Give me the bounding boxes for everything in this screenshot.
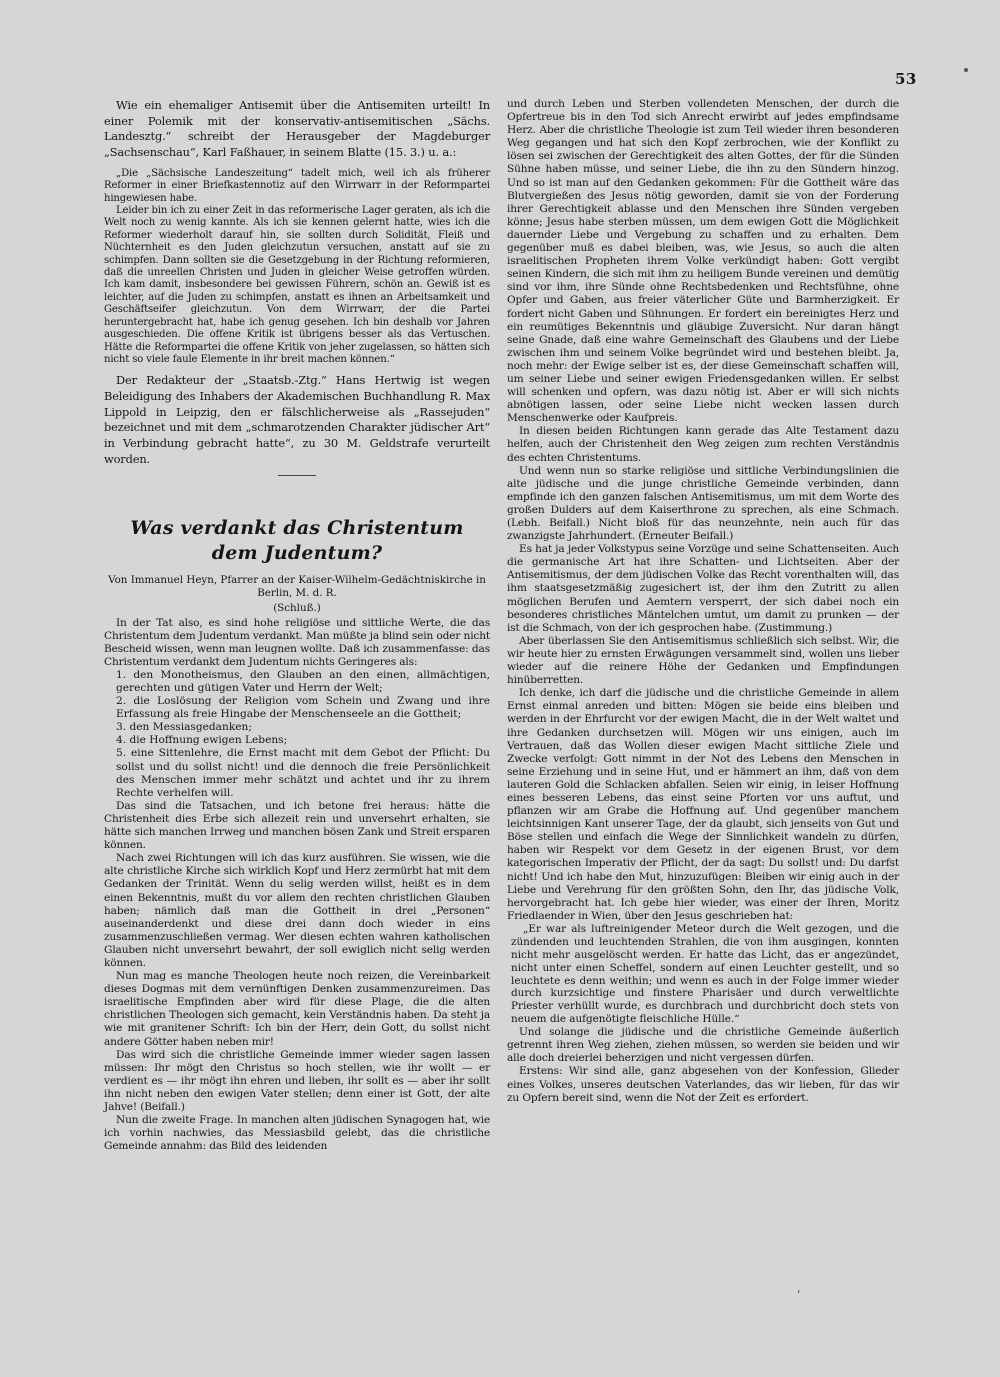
left-column xyxy=(104,98,490,1153)
list-item: 3. den Messiasgedanken; xyxy=(116,721,252,734)
quote-paragraph: Leider bin ich zu einer Zeit in das reformerische Lager geraten, als ich die Welt noch zu wenig kannte. Als ich sie kennen gelernt hatte, wies ich die Reformer wiederholt darauf hin, sie sollten durch Solidität, Fleiß und Nüchternheit es den Juden gleichzutun versuchen, anstatt auf sie zu schimpfen. Dann sollten sie die Gesetzgebung in der Richtung reformieren, daß die unreellen Christen und Juden in gleicher Weise getroffen würden. Ich kam damit, insbesondere bei gewissen Führern, schön an. Gewiß ist es leichter, auf die Juden zu schimpfen, anstatt es ihnen an Arbeitsamkeit und Geschäftseifer gleichzutun. Von dem Wirrwarr, der die Partei heruntergebracht hat, habe ich genug gesehen. Ich bin deshalb vor Jahren ausgeschieden. Die offene Kritik ist übrigens besser als das Vertuschen. Hätte die Reformpartei die offene Kritik von jeher zugelassen, so hätten sich nicht so viele faule Elemente in ihr breit machen können.“ xyxy=(104,205,490,365)
paragraph: In der Tat also, es sind hohe religiöse und sittliche Werte, die das Christentum dem Judentum verdankt. Man müßte ja blind sein oder nicht Bescheid wissen, wenn man leugnen wollte. Daß ich zusammenfasse: das Christentum verdankt dem Judentum nichts Geringeres als: xyxy=(104,616,490,668)
paragraph: Wie ein ehemaliger Antisemit über die Antisemiten urteilt! In einer Polemik mit der konservativ-antisemitischen „Sächs. Landesztg.“ schreibt der Herausgeber der Magdeburger „Sachsenschau“, Karl Faßhauer, in seinem Blatte (15. 3.) u. a.: xyxy=(104,98,490,160)
continuation-note: (Schluß.) xyxy=(273,601,321,614)
block-quote: „Er war als luftreinigender Meteor durch die Welt gezogen, und die zündenden und leuchtenden Strahlen, die von ihm ausgingen, konnten nicht mehr ausgelöscht werden. Er hatte das Licht, das er angezündet, nicht unter einen Scheffel, sondern auf einen Leuchter gestellt, und so leuchtete es denn weithin; und wenn es auch in der Folge immer wieder durch kurzsichtige und finstere Pharisäer und durch verweltlichte Priester verhüllt wurde, es durchbrach und durchbricht doch stets von neuem die aufgenötigte fleischliche Hülle.“ xyxy=(511,922,899,1026)
paragraph: Und solange die jüdische und die christliche Gemeinde äußerlich getrennt ihren Weg ziehen, ziehen müssen, so werden sie beiden und wir alle doch dreierlei beherzigen und nicht vergessen dürfen. xyxy=(507,1026,899,1065)
paragraph: Und wenn nun so starke religiöse und sittliche Verbindungslinien die alte jüdische und die junge christliche Gemeinde verbinden, dann empfinde ich den ganzen falschen Antisemitismus, um mit dem Worte des großen Dulders auf dem Kaiserthrone zu sprechen, als eine Schmach. (Lebh. Beifall.) Nicht bloß für das neunzehnte, nein auch für das zwanzigste Jahrhundert. (Erneuter Beifall.) xyxy=(507,464,899,543)
paragraph: Der Redakteur der „Staatsb.-Ztg.“ Hans Hertwig ist wegen Beleidigung des Inhabers der Akademischen Buchhandlung R. Max Lippold in Leipzig, den er fälschlicherweise als „Rassejuden“ bezeichnet und mit dem „schmarotzenden Charakter jüdischer Art“ in Verbindung gebracht hatte“, zu 30 M. Geldstrafe verurteilt worden. xyxy=(104,373,490,466)
spacer xyxy=(104,161,490,168)
paragraph: Nun mag es manche Theologen heute noch reizen, die Vereinbarkeit dieses Dogmas mit dem vernünftigen Denken zusammenzureimen. Das israelitische Empfinden aber wird für diese Plage, die die alten christlichen Theologen sich gemacht, kein Verständnis haben. Da steht ja wie mit granitener Schrift: Ich bin der Herr, dein Gott, du sollst nicht andere Götter haben neben mir! xyxy=(104,970,490,1048)
article-title: Was verdankt das Christentum dem Judentum? xyxy=(130,516,464,564)
paragraph: Nun die zweite Frage. In manchen alten jüdischen Synagogen hat, wie ich vorhin nachwies, das Messiasbild gelebt, das die christliche Gemeinde annahm: das Bild des leidenden xyxy=(104,1114,490,1153)
print-speck xyxy=(964,68,968,72)
paragraph: Erstens: Wir sind alle, ganz abgesehen von der Konfession, Glieder eines Volkes, unseres deutschen Vaterlandes, das wir lieben, für das wir zu Opfern bereit sind, wenn die Not der Zeit es erfordert. xyxy=(507,1065,899,1104)
spacer xyxy=(104,366,490,373)
paragraph: Das sind die Tatsachen, und ich betone frei heraus: hätte die Christenheit dies Erbe sich allezeit rein und unversehrt erhalten, sie hätte sich manchen Irrweg und manchen bösen Zank und Streit ersparen können. xyxy=(104,799,490,852)
paragraph: Ich denke, ich darf die jüdische und die christliche Gemeinde in allem Ernst einmal anreden und bitten: Mögen sie beide eins bleiben und werden in der Ehrfurcht vor der ewigen Macht, die in der Welt waltet und ihre Gedanken durchsetzen will. Mögen wir uns einigen, auch im Vertrauen, daß das Wollen dieser ewigen Macht sittliche Ziele und Zwecke verfolgt: Gott nimmt in der Not des Lebens den Menschen in seine Erziehung und in seine Hut, und er hämmert an ihm, daß von dem lauteren Gold die Schlacken abfallen. Seien wir einig, in leiser Hoffnung eines besseren Lebens, das einst seine Pforten vor uns auftut, und pflanzen wir am Grabe die Hoffnung auf. Und gegenüber manchem leichtsinnigen Kant unserer Tage, der da glaubt, sich jenseits von Gut und Böse stellen und einfach die Wege der Sinnlichkeit wandeln zu dürfen, haben wir Respekt vor dem Gesetz in der eigenen Brust, vor dem kategorischen Imperativ der Pflicht, der da sagt: Du sollst! und: Du darfst nicht! Und ich habe den Mut, hinzuzufügen: Bleiben wir einig auch in der Liebe und Verehrung für den größten Sohn, den Ihr, das jüdische Volk, hervorgebracht hat. Ich gebe hier wieder, was einer der Ihren, Moritz Friedlaender in Wien, über den Jesus geschrieben hat: xyxy=(507,687,899,922)
article-byline: Von Immanuel Heyn, Pfarrer an der Kaiser-Wilhelm-Gedächtniskirche in Berlin, M. d. R. xyxy=(108,573,486,599)
list-item: 2. die Loslösung der Religion vom Schein und Zwang und ihre Erfassung als freie Hingabe der Menschenseele an die Gottheit; xyxy=(116,695,490,721)
paragraph: Nach zwei Richtungen will ich das kurz ausführen. Sie wissen, wie die alte christliche Kirche sich wirklich Kopf und Herz zermürbt hat mit dem Gedanken der Trinität. Wenn du selig werden willst, heißt es in dem einen Bekenntnis, mußt du vor allem den rechten christlichen Glauben haben; nämlich daß man die Gottheit in drei „Personen“ auseinanderdenkt und diese drei dann doch wieder in eins zusammenzuschließen vermag. Wer diesen echten wahren katholischen Glauben nicht unversehrt bewahrt, der soll ewiglich nicht selig werden können. xyxy=(104,852,490,969)
quote-paragraph: „Die „Sächsische Landeszeitung“ tadelt mich, weil ich als früherer Reformer in einer Briefkastennotiz auf den Wirrwarr in der Reformpartei hingewiesen habe. xyxy=(104,167,490,204)
paragraph: In diesen beiden Richtungen kann gerade das Alte Testament dazu helfen, auch der Christenheit den Weg zeigen zum rechten Verständnis des echten Christentums. xyxy=(507,425,899,464)
paragraph: Es hat ja jeder Volkstypus seine Vorzüge und seine Schattenseiten. Auch die germanische Art hat ihre Schatten- und Lichtseiten. Aber der Antisemitismus, der dem jüdischen Volke das Recht vorenthalten will, das ihm staatsgesetzmäßig zugesichert ist, der ihm den Zutritt zu allen möglichen Berufen und Aemtern versperrt, der sich dabei noch ein besonderes christliches Mäntelchen umtut, um damit zu prunken — der ist die Schmach, von der ich gesprochen habe. (Zustimmung.) xyxy=(507,543,899,634)
paragraph: Aber überlassen Sie den Antisemitismus schließlich sich selbst. Wir, die wir heute hier zu ernsten Erwägungen versammelt sind, wollen uns lieber wieder auf die reinere Höhe der Gedanken und Empfindungen hinüberretten. xyxy=(507,634,899,687)
list-item: 1. den Monotheismus, den Glauben an den einen, allmächtigen, gerechten und gütigen Vater und Herrn der Welt; xyxy=(116,668,490,694)
page-number: 53 xyxy=(895,70,917,88)
separator-rule xyxy=(278,475,316,476)
list-item: 4. die Hoffnung ewigen Lebens; xyxy=(116,734,288,747)
list-item: 5. eine Sittenlehre, die Ernst macht mit dem Gebot der Pflicht: Du sollst und du sollst nicht! und die dennoch die freie Persönlichkeit des Menschen immer mehr schätzt und achtet und ihr zu ihrem Rechte verhelfen will. xyxy=(116,747,490,799)
right-column xyxy=(507,98,899,1105)
paragraph: und durch Leben und Sterben vollendeten Menschen, der durch die Opfertreue bis in den Tod sich Anrecht erwirbt auf jedes empfindsame Herz. Aber die christliche Theologie ist zum Teil wieder ihren besonderen Weg gegangen und hat sich den Kopf zerbrochen, wie der Konflikt zu lösen sei zwischen der Gerechtigkeit des alten Gottes, der für die Sünden Sühne haben müsse, und seiner Liebe, die ihn zu den Sündern hinzog. Und so ist man auf den Gedanken gekommen: Für die Gottheit wäre das Blutvergießen des Jesus nötig geworden, damit sie von der Forderung ihrer Gerechtigkeit ablasse und den Menschen ihre Sünden vergeben könne; Jesus habe sterben müssen, um dem ewigen Gott die Möglichkeit dauernder Liebe und Vergebung zu schaffen und zu erhalten. Dem gegenüber muß es dabei bleiben, was, wie Jesus, so auch die alten israelitischen Propheten ihrem Volke verkündigt haben: Gott vergibt seinen Kindern, die sich mit ihm zu heiligem Bunde vereinen und demütig sind vor ihm, ihre Sünde ohne Rechtsbedenken und Rechtsfühne, ohne Opfer und Gaben, aus freier väterlicher Güte und Barmherzigkeit. Er fordert nicht Gaben und Sühnungen. Er fordert ein bereinigtes Herz und ein reumütiges Bekenntnis und gläubige Zuversicht. Nur daran hängt seine Gnade, daß eine wahre Gemeinschaft des Glaubens und der Liebe zwischen ihm und seinem Volke begründet wird und bestehen bleibt. Ja, noch mehr: der Ewige selber ist es, der diese Gemeinschaft schaffen will, um seiner Liebe und seiner ewigen Friedensgedanken willen. Er selbst will schenken und opfern, was dazu nötig ist. Aber er will sich nichts abnötigen lassen, oder seine Liebe nicht wecken lassen durch Menschenwerke oder Kaufpreis. xyxy=(507,98,899,425)
paragraph: Das wird sich die christliche Gemeinde immer wieder sagen lassen müssen: Ihr mögt den Christus so hoch stellen, wie ihr wollt — er verdient es — ihr mögt ihn ehren und lieben, ihr sollt es — aber ihr sollt ihn nicht neben den ewigen Vater stellen; denn einer ist Gott, der alte Jahve! (Beifall.) xyxy=(104,1048,490,1113)
end-mark: ’ xyxy=(797,1290,801,1301)
